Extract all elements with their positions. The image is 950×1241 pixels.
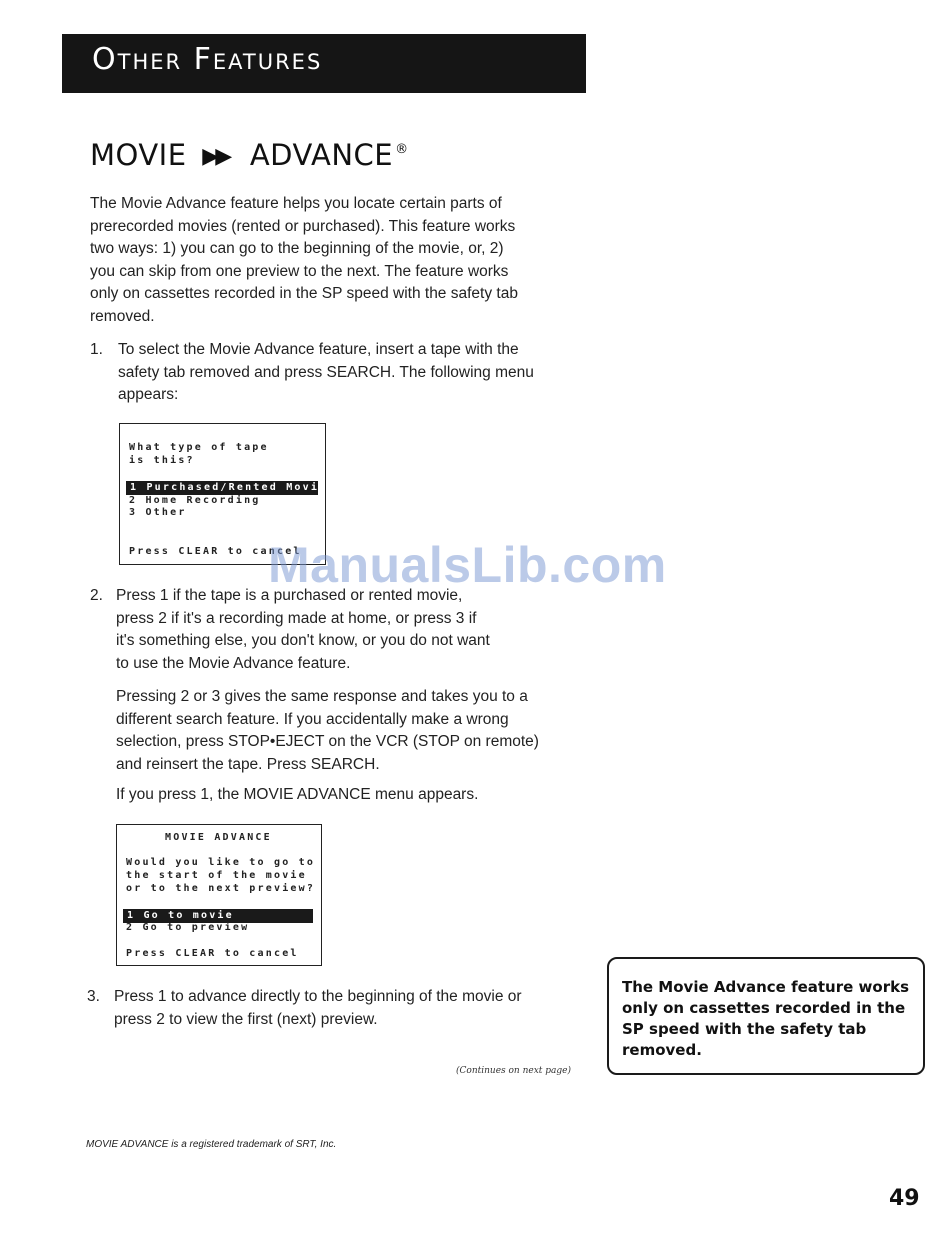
watermark: ManualsLib.com [268, 537, 667, 593]
step-number: 1. [90, 341, 103, 358]
screen-question: or to the next preview? [126, 883, 316, 894]
intro-line: prerecorded movies (rented or purchased). This feature works [90, 217, 516, 235]
step-line: To select the Movie Advance feature, insert a tape with the [118, 341, 519, 358]
step-line: press 2 if it's a recording made at home, or press 3 if [116, 609, 477, 627]
intro-paragraph [90, 193, 570, 328]
intro-line: removed. [90, 307, 155, 325]
trademark-footnote: MOVIE ADVANCE is a registered trademark of SRT, Inc. [86, 1139, 337, 1150]
fast-forward-icon: ▶▶ [202, 144, 229, 169]
menu-screen-movie-advance [116, 824, 322, 966]
menu-option: 2 Go to preview [126, 922, 250, 933]
intro-line: only on cassettes recorded in the SP speed with the safety tab [90, 285, 518, 302]
step-line: Press 1 to advance directly to the beginning of the movie or [114, 988, 522, 1005]
menu-option-selected: 1 Go to movie [123, 909, 313, 923]
step-3 [87, 986, 587, 1034]
step-2-note: If you press 1, the MOVIE ADVANCE menu appears. [116, 786, 479, 803]
screen-heading: MOVIE ADVANCE [165, 832, 272, 843]
paragraph-line: Pressing 2 or 3 gives the same response and takes you to a [116, 688, 528, 705]
section-title: Other Features [92, 42, 323, 77]
step-number: 2. [90, 587, 103, 604]
screen-footer: Press CLEAR to cancel [126, 948, 299, 959]
step-text [114, 986, 522, 1031]
continued-note: (Continues on next page) [456, 1066, 571, 1076]
step-line: Press 1 if the tape is a purchased or rented movie, [116, 587, 463, 604]
registered-mark: ® [395, 142, 409, 157]
step-number: 3. [87, 988, 100, 1005]
page-number: 49 [889, 1186, 920, 1211]
menu-option-selected: 1 Purchased/Rented Movie [126, 481, 318, 495]
step-text [118, 339, 534, 407]
screen-question: is this? [129, 455, 195, 466]
step-line: appears: [118, 386, 179, 403]
paragraph-line: and reinsert the tape. Press SEARCH. [116, 755, 380, 773]
menu-option: 3 Other [129, 507, 187, 518]
title-advance: ADVANCE [249, 138, 394, 172]
section-header-bar [62, 34, 586, 93]
intro-line: you can skip from one preview to the next. The feature works [90, 262, 509, 280]
screen-footer: Press CLEAR to cancel [129, 546, 302, 557]
callout-text: The Movie Advance feature works only on cassettes recorded in the SP speed with the safety tab removed. [622, 978, 909, 1059]
step-2-paragraph [116, 686, 586, 776]
menu-option: 2 Home Recording [129, 495, 261, 506]
title-movie: MOVIE [90, 138, 187, 172]
step-line: safety tab removed and press SEARCH. The following menu [118, 363, 534, 381]
paragraph-line: selection, press STOP•EJECT on the VCR (STOP on remote) [116, 733, 539, 750]
screen-question: Would you like to go to [126, 857, 316, 868]
screen-question: the start of the movie [126, 870, 307, 881]
step-2 [90, 585, 590, 677]
paragraph-line: different search feature. If you accidentally make a wrong [116, 710, 509, 728]
step-line: it's something else, you don't know, or you do not want [116, 632, 490, 649]
page-title [90, 138, 409, 172]
step-line: to use the Movie Advance feature. [116, 654, 351, 672]
intro-line: The Movie Advance feature helps you locate certain parts of [90, 195, 502, 212]
step-line: press 2 to view the first (next) preview. [114, 1010, 378, 1028]
intro-line: two ways: 1) you can go to the beginning of the movie, or, 2) [90, 240, 504, 257]
note-callout-box [607, 957, 925, 1075]
screen-question: What type of tape [129, 442, 269, 453]
step-text [116, 585, 490, 675]
step-1 [90, 339, 590, 409]
